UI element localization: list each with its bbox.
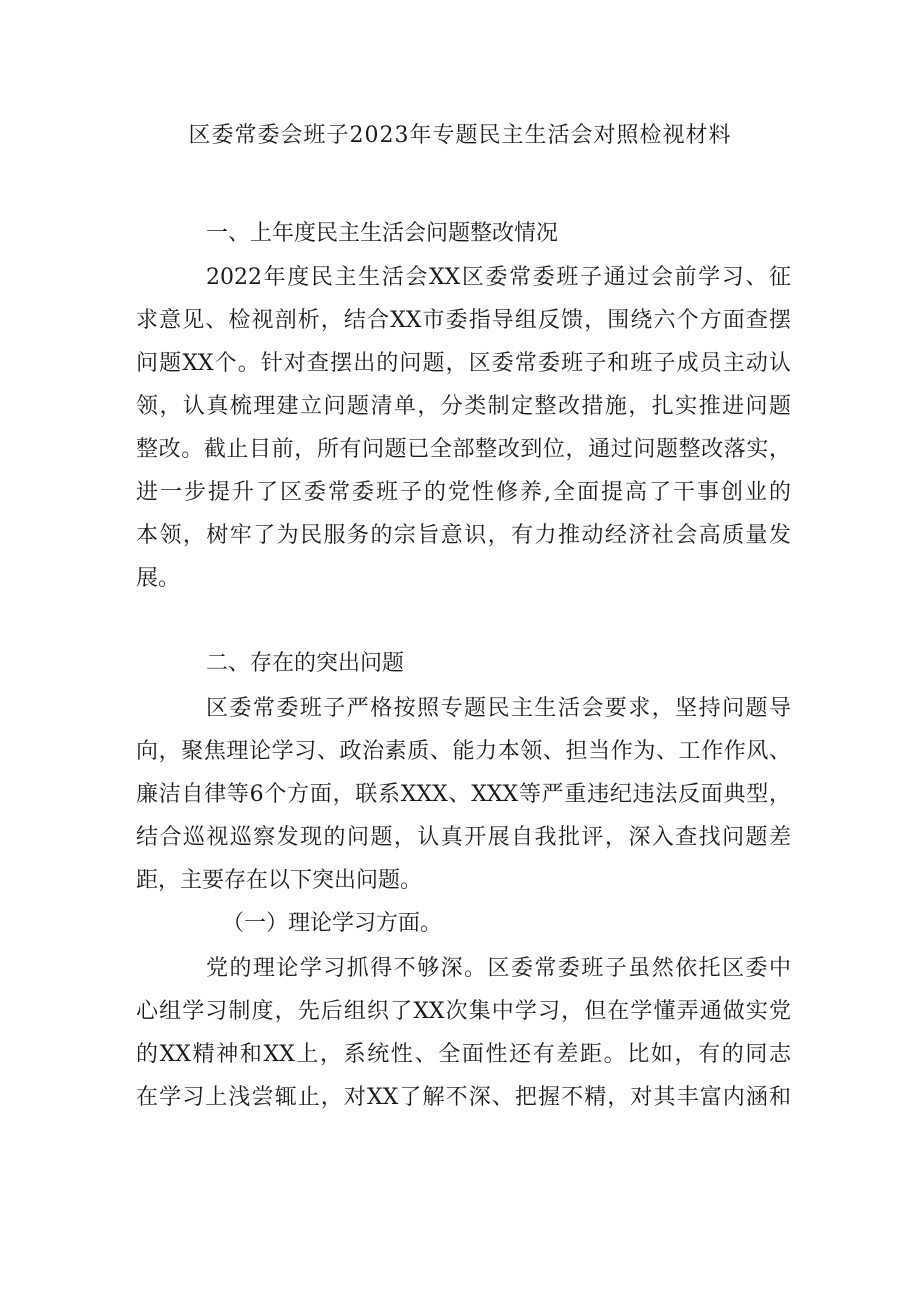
paragraph-line: 领，认真梳理建立问题清单，分类制定整改措施，扎实推进问题 (136, 394, 791, 419)
paragraph-line: 廉洁自律等6个方面，联系XXX、XXX等严重违纪违法反面典型， (136, 782, 791, 807)
section-heading-1: 一、上年度民主生活会问题整改情况 (206, 221, 559, 246)
paragraph-line: 距，主要存在以下突出问题。 (136, 868, 423, 893)
paragraph-line: 进一步提升了区委常委班子的党性修养,全面提高了干事创业的 (136, 480, 791, 505)
paragraph-line: 求意见、检视剖析，结合XX市委指导组反馈，围绕六个方面查摆 (136, 308, 791, 333)
paragraph-line: 向，聚焦理论学习、政治素质、能力本领、担当作为、工作作风、 (136, 739, 791, 764)
paragraph-line: 整改。截止目前，所有问题已全部整改到位，通过问题整改落实， (136, 437, 791, 462)
paragraph-line: 2022年度民主生活会XX区委常委班子通过会前学习、征 (206, 265, 791, 290)
section-heading-2: 二、存在的突出问题 (206, 651, 405, 676)
subsection-heading: （一）理论学习方面。 (222, 911, 443, 936)
document-title: 区委常委会班子2023年专题民主生活会对照检视材料 (188, 123, 732, 148)
paragraph-line: 在学习上浅尝辄止，对XX了解不深、把握不精，对其丰富内涵和 (136, 1085, 791, 1110)
paragraph-line: 心组学习制度，先后组织了XX次集中学习，但在学懂弄通做实党 (136, 999, 791, 1024)
paragraph-line: 问题XX个。针对查摆出的问题，区委常委班子和班子成员主动认 (136, 351, 791, 376)
paragraph-line: 展。 (136, 566, 181, 591)
paragraph-line: 的XX精神和XX上，系统性、全面性还有差距。比如，有的同志 (136, 1042, 791, 1067)
paragraph-line: 结合巡视巡察发现的问题，认真开展自我批评，深入查找问题差 (136, 825, 791, 850)
paragraph-line: 党的理论学习抓得不够深。区委常委班子虽然依托区委中 (206, 956, 791, 981)
paragraph-line: 本领，树牢了为民服务的宗旨意识，有力推动经济社会高质量发 (136, 523, 791, 548)
paragraph-line: 区委常委班子严格按照专题民主生活会要求，坚持问题导 (206, 696, 791, 721)
